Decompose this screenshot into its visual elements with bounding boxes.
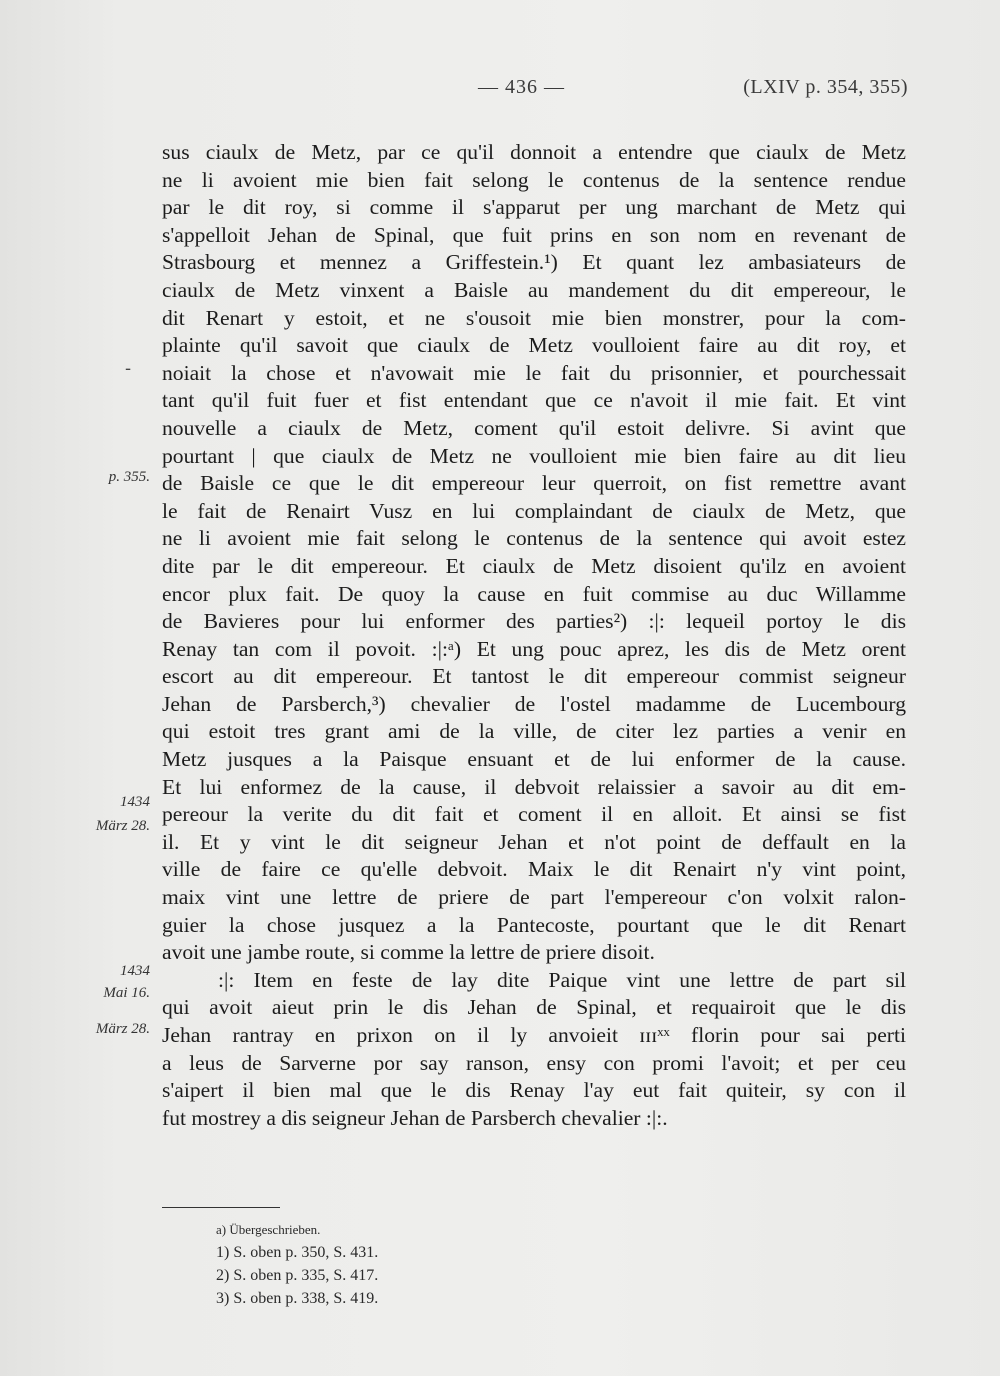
footnotes — [216, 1218, 378, 1310]
margin-note-year: 1434 — [120, 963, 150, 979]
text-line: qui avoit aieut prin le dis Jehan de Spinal, et requairoit que le dis — [162, 995, 906, 1020]
text-line: Strasbourg et mennez a Griffestein.¹) Et quant lez ambasiateurs de — [162, 250, 906, 275]
footnote-3: 3) S. oben p. 338, S. 419. — [216, 1290, 379, 1307]
text-line: pereour la verite du dit fait et coment il en alloit. Et ainsi se fist — [162, 802, 906, 827]
text-line: a leus de Sarverne por say ranson, ensy con promi l'avoit; et per ceu — [162, 1050, 906, 1075]
text-line: Jehan rantray en prixon on il ly anvoieit ɪɪɪˣˣ florin pour sai perti — [162, 1023, 906, 1047]
text-line: avoit une jambe route, si comme la lettre de priere disoit. — [162, 940, 655, 965]
page-reference: (LXIV p. 354, 355) — [743, 76, 908, 98]
text-line: le fait de Renairt Vusz en lui complaindant de ciaulx de Metz, que — [162, 498, 906, 523]
text-line: sus ciaulx de Metz, par ce qu'il donnoit a entendre que ciaulx de Metz — [162, 140, 906, 164]
text-line: Jehan de Parsberch,³) chevalier de l'ostel madamme de Lucembourg — [162, 691, 906, 716]
page-number: — 436 — — [478, 76, 565, 98]
text-line: encor plux fait. De quoy la cause en fuit commise au duc Willamme — [162, 581, 906, 606]
text-line: plainte qu'il savoit que ciaulx de Metz voulloient faire au dit roy, et — [162, 333, 906, 358]
text-line: escort au dit empereour. Et tantost le dit empereour commist seigneur — [162, 664, 906, 689]
text-line: il. Et y vint le dit seigneur Jehan et n'ot point de deffault en la — [162, 829, 906, 854]
text-line: s'appelloit Jehan de Spinal, que fuit prins en son nom en revenant de — [162, 222, 906, 247]
text-line: Metz jusques a la Paisque ensuant et de lui enformer de la cause. — [162, 747, 906, 772]
text-line: ne li avoient mie fait selong le contenus de la sentence qui avoit estez — [162, 526, 906, 551]
text-line: s'aipert il bien mal que le dis Renay l'ay eut fait quiteir, sy con il — [162, 1078, 906, 1103]
text-line: guier la chose jusquez a la Pantecoste, pourtant que le dit Renart — [162, 912, 906, 937]
text-line: nouvelle a ciaulx de Metz, coment qu'il estoit delivre. Si avint que — [162, 415, 906, 440]
text-line: par le dit roy, si comme il s'apparut per ung marchant de Metz qui — [162, 195, 906, 220]
text-line: dite par le dit empereour. Et ciaulx de Metz disoient qu'ilz en avoient — [162, 553, 906, 578]
footnote-divider — [162, 1207, 280, 1208]
text-line: dit Renart y estoit, et ne s'ousoit mie bien monstrer, pour la com- — [162, 305, 906, 330]
text-line: Et lui enformez de la cause, il debvoit relaissier a savoir au dit em- — [162, 774, 906, 799]
text-line: fut mostrey a dis seigneur Jehan de Parsberch chevalier :|:. — [162, 1105, 668, 1130]
footnote-2: 2) S. oben p. 335, S. 417. — [216, 1267, 379, 1284]
footnote-1: 1) S. oben p. 350, S. 431. — [216, 1244, 379, 1261]
text-line: tant qu'il fuit fuer et fist entendant que ce n'avoit il mie fait. Et vint — [162, 388, 906, 413]
margin-note-date: März 28. — [95, 818, 150, 834]
margin-note-page-ref: p. 355. — [108, 469, 150, 485]
text-line: maix vint une lettre de priere de part l'empereour c'on volxit ralon- — [162, 885, 906, 910]
footnote-a: a) Übergeschrieben. — [216, 1222, 321, 1237]
text-line: noiait la chose et n'avowait mie le fait du prisonnier, et pourchessait — [162, 360, 906, 385]
text-line: pourtant | que ciaulx de Metz ne voulloient mie bien faire au dit lieu — [162, 443, 906, 468]
text-line: de Bavieres pour lui enformer des parties²) :|: lequeil portoy le dis — [162, 609, 906, 634]
text-line: ville de faire ce qu'elle debvoit. Maix le dit Renairt n'y vint point, — [162, 857, 906, 882]
text-line: :|: Item en feste de lay dite Paique vint une lettre de part sil — [218, 967, 906, 992]
text-line: de Baisle ce que le dit empereour leur querroit, on fist remettre avant — [162, 471, 906, 496]
body-text — [162, 139, 906, 1132]
margin-note-year: 1434 — [120, 794, 150, 810]
text-line: Renay tan com il povoit. :|:ᵃ) Et ung pouc aprez, les dis de Metz orent — [162, 636, 906, 661]
margin-note-date: Mai 16. — [103, 985, 150, 1001]
text-line: ne li avoient mie bien fait selong le contenus de la sentence rendue — [162, 167, 906, 192]
text-line: qui estoit tres grant ami de la ville, de citer lez parties a venir en — [162, 719, 906, 744]
page-header — [0, 76, 1000, 106]
margin-dash-mark: - — [125, 358, 132, 379]
text-line: ciaulx de Metz vinxent a Baisle au mandement du dit empereour, le — [162, 277, 906, 302]
margin-note-date: März 28. — [95, 1021, 150, 1037]
